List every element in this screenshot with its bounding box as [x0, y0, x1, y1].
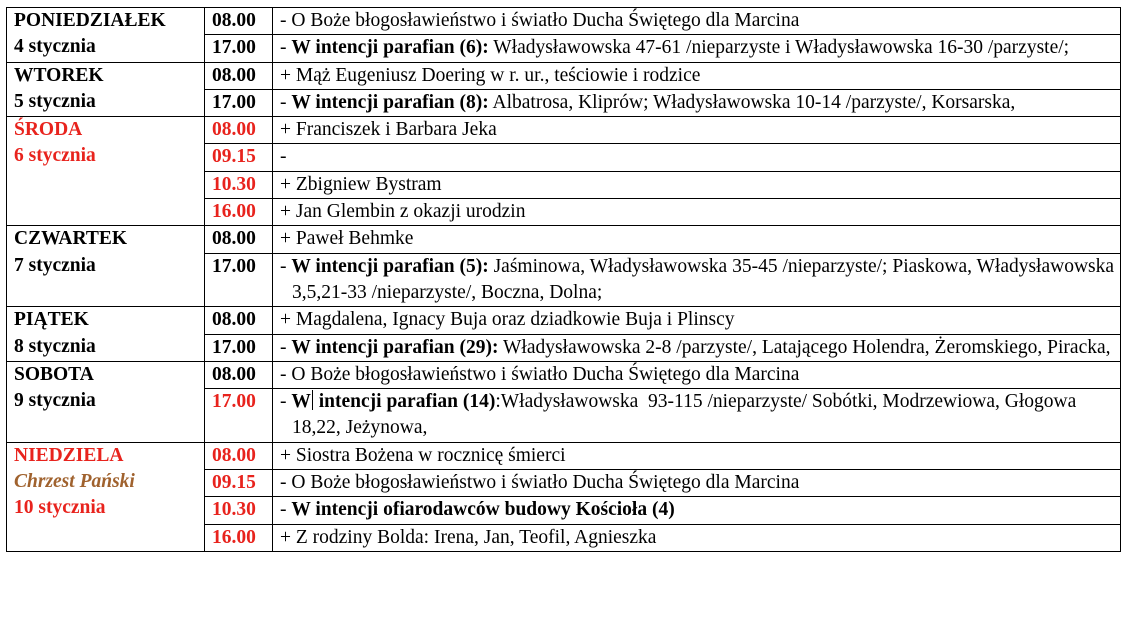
- mass-time: 08.00: [212, 444, 256, 466]
- schedule-row: [7, 62, 1121, 89]
- intention-text: [280, 497, 1120, 523]
- mass-time: 16.00: [212, 526, 256, 548]
- intention-heading-part: intencji parafian (14): [313, 391, 496, 413]
- intention-body: O Boże błogosławieństwo i światło Ducha Świętego dla Marcina: [291, 10, 800, 31]
- intention-prefix: -: [280, 37, 292, 59]
- intention-body: Władysławowska 2-8 /parzyste/, Latającego Holendra, Żeromskiego, Piracka,: [498, 336, 1111, 358]
- day-date: 4 stycznia: [14, 36, 96, 58]
- mass-time: 08.00: [212, 64, 256, 86]
- day-cell: [7, 117, 205, 226]
- intention-cell: [273, 524, 1121, 551]
- mass-time: 09.15: [212, 472, 256, 494]
- intention-prefix: -: [280, 255, 292, 277]
- day-cell: [7, 307, 205, 362]
- intention-body: Albatrosa, Kliprów; Władysławowska 10-14 /parzyste/, Korsarska,: [488, 91, 1016, 113]
- schedule-row: [7, 361, 1121, 388]
- mass-time: 17.00: [212, 37, 256, 59]
- intention-text: [280, 335, 1120, 361]
- mass-time: 08.00: [212, 363, 256, 385]
- time-cell: [205, 35, 273, 62]
- intention-prefix: +: [280, 228, 296, 250]
- day-name: PONIEDZIAŁEK: [14, 10, 166, 31]
- intention-text: [280, 90, 1120, 116]
- intention-text: [280, 226, 1120, 252]
- intention-text: [280, 254, 1120, 307]
- intention-text: [280, 35, 1120, 61]
- intention-body: Franciszek i Barbara Jeka: [295, 119, 497, 141]
- intention-prefix: -: [280, 91, 292, 113]
- intention-cell: [273, 389, 1121, 443]
- schedule-body: [7, 8, 1121, 552]
- intention-cell: [273, 307, 1121, 334]
- day-date: 10 stycznia: [14, 497, 106, 519]
- intention-body: Magdalena, Ignacy Buja oraz dziadkowie Buja i Plinscy: [295, 309, 735, 331]
- mass-time: 08.00: [212, 309, 256, 331]
- intention-prefix: +: [280, 444, 296, 466]
- intention-body: Mąż Eugeniusz Doering w r. ur., teściowie i rodzice: [295, 64, 701, 86]
- time-cell: [205, 253, 273, 307]
- intention-cell: [273, 117, 1121, 144]
- mass-time: 10.30: [212, 499, 256, 521]
- intention-prefix: -: [280, 363, 292, 385]
- time-cell: [205, 389, 273, 443]
- mass-time: 08.00: [212, 10, 256, 31]
- intention-prefix: +: [280, 119, 296, 141]
- intention-body: Z rodziny Bolda: Irena, Jan, Teofil, Agnieszka: [295, 526, 657, 548]
- day-date: 7 stycznia: [14, 254, 96, 276]
- intention-text: [280, 172, 1120, 198]
- time-cell: [205, 8, 273, 35]
- intention-cell: [273, 199, 1121, 226]
- time-cell: [205, 361, 273, 388]
- time-cell: [205, 442, 273, 469]
- mass-time: 17.00: [212, 336, 256, 358]
- intention-text: [280, 443, 1120, 469]
- time-cell: [205, 62, 273, 89]
- intention-prefix: +: [280, 309, 296, 331]
- time-cell: [205, 334, 273, 361]
- intention-prefix: -: [280, 146, 287, 168]
- time-cell: [205, 199, 273, 226]
- day-name: PIĄTEK: [14, 309, 89, 331]
- schedule-row: [7, 117, 1121, 144]
- intention-heading: W intencji parafian (5):: [291, 255, 489, 277]
- day-cell: [7, 8, 205, 63]
- mass-time: 10.30: [212, 173, 256, 195]
- intention-prefix: -: [280, 10, 292, 31]
- day-date: 6 stycznia: [14, 145, 96, 167]
- intention-cell: [273, 497, 1121, 524]
- intention-text: [280, 470, 1120, 496]
- time-cell: [205, 226, 273, 253]
- intention-body: Zbigniew Bystram: [295, 173, 442, 195]
- day-name: NIEDZIELA: [14, 444, 124, 466]
- day-name: SOBOTA: [14, 363, 94, 385]
- intention-cell: [273, 144, 1121, 171]
- intention-body: Paweł Behmke: [295, 228, 414, 250]
- intention-prefix: -: [280, 336, 292, 358]
- day-name: WTOREK: [14, 64, 104, 86]
- day-cell: [7, 361, 205, 442]
- intention-text: [280, 307, 1120, 333]
- time-cell: [205, 144, 273, 171]
- day-name: ŚRODA: [14, 119, 83, 141]
- intention-heading: W intencji parafian (8):: [291, 91, 489, 113]
- day-cell: [7, 442, 205, 551]
- intention-prefix: +: [280, 64, 296, 86]
- intention-cell: [273, 62, 1121, 89]
- mass-schedule-table: [6, 7, 1121, 552]
- intention-text: [280, 525, 1120, 551]
- schedule-row: [7, 307, 1121, 334]
- intention-prefix: -: [280, 472, 292, 494]
- intention-body: Jaśminowa, Władysławowska 35-45 /nieparzyste/; Piaskowa, Władysławowska 3,5,21-33 /nieparzyste/, Boczna, Dolna;: [292, 255, 1119, 303]
- intention-text: [280, 144, 1120, 170]
- intention-prefix: -: [280, 499, 292, 521]
- intention-heading: W intencji parafian (29):: [291, 336, 499, 358]
- schedule-row: [7, 442, 1121, 469]
- intention-heading-part: W: [291, 391, 311, 413]
- day-cell: [7, 62, 205, 117]
- intention-prefix: -: [280, 391, 292, 413]
- intention-prefix: +: [280, 526, 296, 548]
- time-cell: [205, 524, 273, 551]
- intention-cell: [273, 226, 1121, 253]
- intention-text: [280, 8, 1120, 34]
- time-cell: [205, 89, 273, 116]
- intention-cell: [273, 35, 1121, 62]
- intention-prefix: +: [280, 201, 296, 223]
- intention-cell: [273, 470, 1121, 497]
- time-cell: [205, 117, 273, 144]
- intention-text: [280, 63, 1120, 89]
- day-subtitle: Chrzest Pański: [14, 471, 135, 493]
- mass-time: 08.00: [212, 228, 256, 250]
- intention-cell: [273, 89, 1121, 116]
- intention-prefix: +: [280, 173, 296, 195]
- mass-time: 17.00: [212, 255, 256, 277]
- intention-cell: [273, 171, 1121, 198]
- schedule-row: [7, 8, 1121, 35]
- intention-text: [280, 389, 1120, 442]
- day-name: CZWARTEK: [14, 228, 128, 250]
- intention-text: [280, 199, 1120, 225]
- text-cursor: [312, 390, 313, 410]
- intention-heading: W intencji parafian (6):: [291, 37, 489, 59]
- day-date: 8 stycznia: [14, 335, 96, 357]
- intention-cell: [273, 361, 1121, 388]
- intention-text: [280, 117, 1120, 143]
- day-date: 9 stycznia: [14, 390, 96, 412]
- day-date: 5 stycznia: [14, 90, 96, 112]
- intention-body: O Boże błogosławieństwo i światło Ducha Świętego dla Marcina: [291, 363, 800, 385]
- intention-heading: [291, 391, 495, 412]
- mass-time: 08.00: [212, 119, 256, 141]
- mass-time: 16.00: [212, 201, 256, 223]
- time-cell: [205, 307, 273, 334]
- intention-body: Jan Glembin z okazji urodzin: [295, 201, 526, 223]
- intention-cell: [273, 8, 1121, 35]
- mass-time: 09.15: [212, 146, 256, 168]
- time-cell: [205, 497, 273, 524]
- mass-time: 17.00: [212, 91, 256, 113]
- intention-body: O Boże błogosławieństwo i światło Ducha Świętego dla Marcina: [291, 472, 800, 494]
- intention-cell: [273, 253, 1121, 307]
- mass-time: 17.00: [212, 391, 256, 413]
- intention-heading: W intencji ofiarodawców budowy Kościoła (4): [291, 499, 675, 521]
- intention-body: Władysławowska 47-61 /nieparzyste i Władysławowska 16-30 /parzyste/;: [488, 37, 1070, 59]
- intention-text: [280, 362, 1120, 388]
- intention-cell: [273, 334, 1121, 361]
- intention-body: Siostra Bożena w rocznicę śmierci: [295, 444, 566, 466]
- time-cell: [205, 171, 273, 198]
- intention-body: :Władysławowska 93-115 /nieparzyste/ Sobótki, Modrzewiowa, Głogowa 18,22, Jeżynowa,: [292, 391, 1082, 439]
- intention-cell: [273, 442, 1121, 469]
- schedule-row: [7, 226, 1121, 253]
- time-cell: [205, 470, 273, 497]
- day-cell: [7, 226, 205, 307]
